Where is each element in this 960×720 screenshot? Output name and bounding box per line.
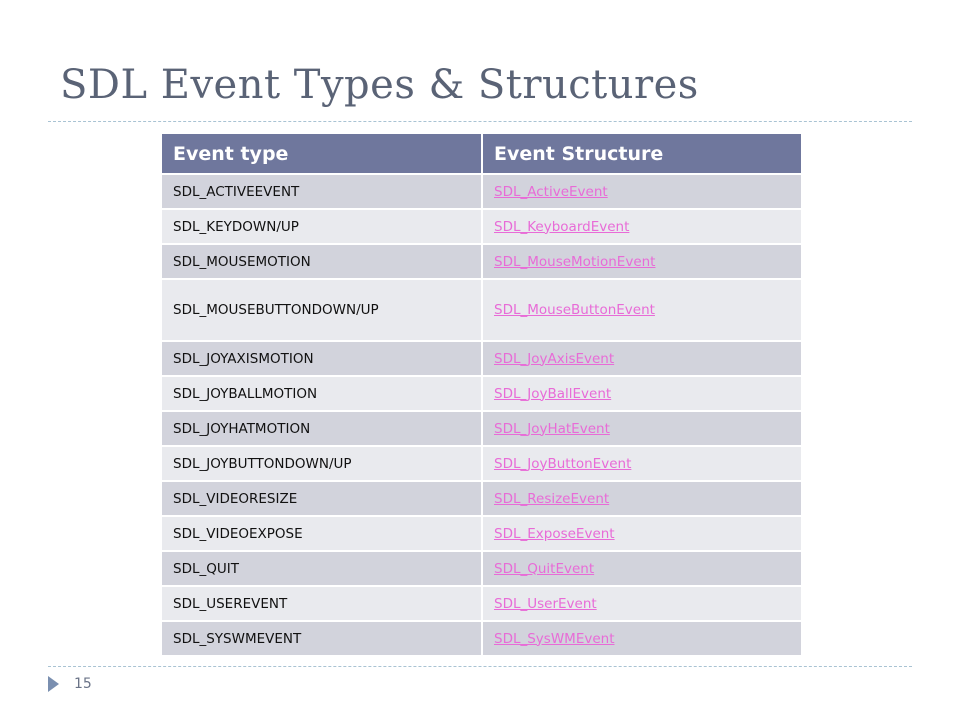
event-type-cell: SDL_JOYBALLMOTION [162,376,482,411]
event-type-cell: SDL_USEREVENT [162,586,482,621]
event-structure-link[interactable]: SDL_SysWMEvent [494,630,615,647]
event-structure-link[interactable]: SDL_KeyboardEvent [494,218,630,235]
event-type-cell: SDL_VIDEORESIZE [162,481,482,516]
slide-title: SDL Event Types & Structures [60,62,699,108]
table-row [162,376,802,411]
table-row [162,621,802,656]
table-row [162,209,802,244]
table-row [162,244,802,279]
event-type-cell: SDL_JOYHATMOTION [162,411,482,446]
event-structure-link[interactable]: SDL_MouseMotionEvent [494,253,656,270]
event-type-cell: SDL_KEYDOWN/UP [162,209,482,244]
event-structure-link[interactable]: SDL_ExposeEvent [494,525,615,542]
event-structure-link[interactable]: SDL_MouseButtonEvent [494,302,655,318]
event-structure-cell [482,586,802,621]
event-structure-cell [482,341,802,376]
title-divider [48,121,912,122]
event-type-cell: SDL_MOUSEBUTTONDOWN/UP [162,279,482,341]
column-header-event-structure: Event Structure [482,134,802,174]
event-type-cell: SDL_MOUSEMOTION [162,244,482,279]
event-type-cell: SDL_ACTIVEEVENT [162,174,482,209]
event-structure-cell [482,279,802,341]
event-types-table [162,134,803,657]
event-structure-cell [482,376,802,411]
table-row [162,516,802,551]
column-header-event-type: Event type [162,134,482,174]
table-row [162,551,802,586]
event-structure-cell [482,446,802,481]
table-row [162,411,802,446]
event-structure-cell [482,621,802,656]
event-structure-link[interactable]: SDL_JoyBallEvent [494,385,612,402]
event-structure-cell [482,516,802,551]
event-structure-cell [482,481,802,516]
page-number: 15 [74,676,92,692]
event-type-cell: SDL_VIDEOEXPOSE [162,516,482,551]
triangle-right-icon [48,676,59,692]
event-type-cell: SDL_JOYBUTTONDOWN/UP [162,446,482,481]
event-structure-link[interactable]: SDL_ResizeEvent [494,490,610,507]
event-structure-cell [482,551,802,586]
event-type-cell: SDL_SYSWMEVENT [162,621,482,656]
table-row [162,446,802,481]
event-structure-cell [482,411,802,446]
event-structure-cell [482,209,802,244]
table-header-row [162,134,802,174]
event-structure-link[interactable]: SDL_UserEvent [494,595,597,612]
event-structure-cell [482,174,802,209]
table-row [162,481,802,516]
footer-divider [48,666,912,667]
event-type-cell: SDL_QUIT [162,551,482,586]
event-type-cell: SDL_JOYAXISMOTION [162,341,482,376]
event-structure-cell [482,244,802,279]
event-structure-link[interactable]: SDL_QuitEvent [494,560,595,577]
event-structure-link[interactable]: SDL_JoyAxisEvent [494,350,615,367]
event-structure-link[interactable]: SDL_JoyButtonEvent [494,455,632,472]
table-row [162,586,802,621]
table-row [162,341,802,376]
event-structure-link[interactable]: SDL_JoyHatEvent [494,420,610,437]
table-row [162,174,802,209]
table-row [162,279,802,341]
event-structure-link[interactable]: SDL_ActiveEvent [494,183,608,200]
